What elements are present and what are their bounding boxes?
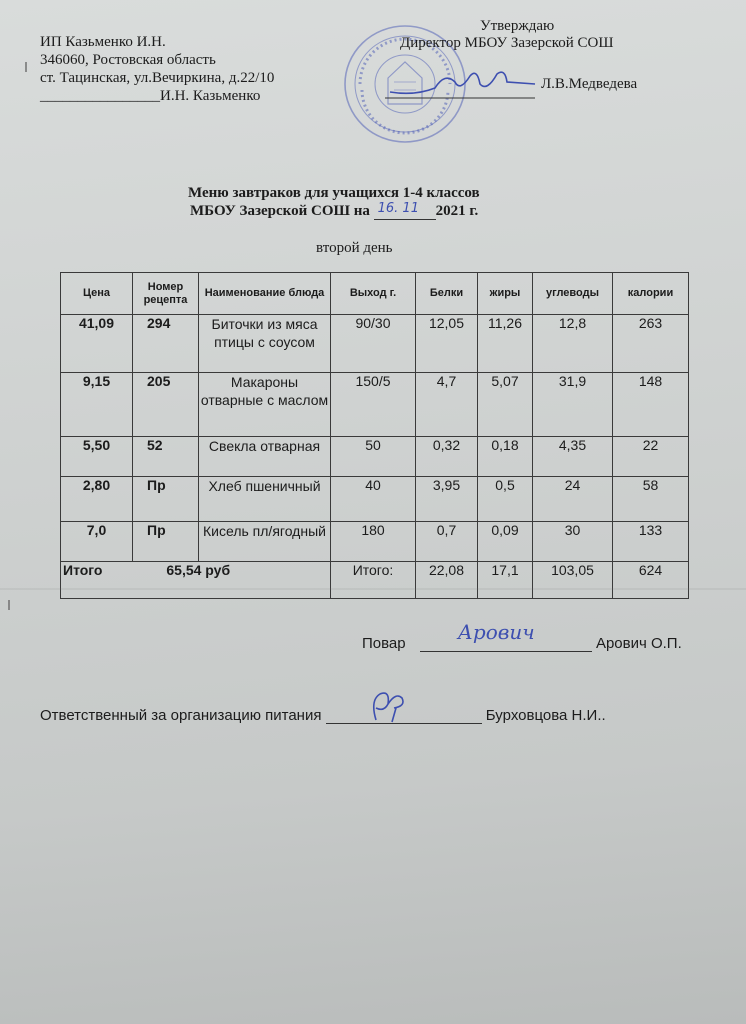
cell-dish: Кисель пл/ягодный bbox=[199, 522, 331, 562]
cell-yield: 150/5 bbox=[331, 373, 416, 437]
cell-recipe: 205 bbox=[133, 373, 199, 437]
cell-recipe: 294 bbox=[133, 315, 199, 373]
total-label: Итого bbox=[63, 562, 103, 578]
supplier-name: ИП Казьменко И.Н. bbox=[40, 34, 166, 50]
header-price: Цена bbox=[61, 273, 133, 315]
header-fats: жиры bbox=[478, 273, 533, 315]
cook-handwritten-signature: Арович bbox=[457, 620, 535, 644]
responsible-name: Бурховцова Н.И.. bbox=[485, 707, 606, 724]
approval-label: Утверждаю bbox=[480, 18, 555, 34]
cell-fats: 0,18 bbox=[478, 437, 533, 477]
cell-calories: 22 bbox=[613, 437, 689, 477]
table-row bbox=[61, 477, 689, 522]
supplier-signature-line: ________________И.Н. Казьменко bbox=[40, 88, 261, 104]
cell-proteins: 4,7 bbox=[416, 373, 478, 437]
total-summary-cell bbox=[61, 562, 331, 599]
cook-label: Повар bbox=[362, 635, 406, 652]
cell-proteins: 0,7 bbox=[416, 522, 478, 562]
cell-calories: 133 bbox=[613, 522, 689, 562]
cell-dish: Свекла отварная bbox=[199, 437, 331, 477]
total-carbs: 103,05 bbox=[533, 562, 613, 599]
cell-yield: 40 bbox=[331, 477, 416, 522]
cook-name: Арович О.П. bbox=[595, 635, 682, 652]
cell-calories: 58 bbox=[613, 477, 689, 522]
cook-signature-block bbox=[362, 620, 682, 652]
total-row bbox=[61, 562, 689, 599]
supplier-address-street: ст. Тацинская, ул.Вечиркина, д.22/10 bbox=[40, 70, 275, 86]
header-dish-name: Наименование блюда bbox=[199, 273, 331, 315]
responsible-signature-block bbox=[40, 706, 606, 724]
date-field bbox=[374, 201, 436, 220]
cell-recipe: 52 bbox=[133, 437, 199, 477]
cell-price: 2,80 bbox=[61, 477, 133, 522]
total-sum: 65,54 руб bbox=[166, 562, 231, 578]
paper-mark bbox=[25, 62, 27, 72]
supplier-address-region: 346060, Ростовская область bbox=[40, 52, 216, 68]
cell-price: 7,0 bbox=[61, 522, 133, 562]
menu-year: 2021 г. bbox=[435, 203, 479, 219]
cell-yield: 50 bbox=[331, 437, 416, 477]
cell-calories: 148 bbox=[613, 373, 689, 437]
table-row bbox=[61, 373, 689, 437]
director-name: Л.В.Медведева bbox=[541, 76, 638, 92]
header-recipe-number: Номер рецепта bbox=[133, 273, 199, 315]
cell-carbs: 4,35 bbox=[533, 437, 613, 477]
table-row bbox=[61, 522, 689, 562]
cell-fats: 11,26 bbox=[478, 315, 533, 373]
cell-price: 9,15 bbox=[61, 373, 133, 437]
responsible-label: Ответственный за организацию питания bbox=[40, 707, 322, 724]
cell-carbs: 24 bbox=[533, 477, 613, 522]
cell-recipe: Пр bbox=[133, 522, 199, 562]
paper-fold bbox=[0, 588, 746, 590]
cell-proteins: 12,05 bbox=[416, 315, 478, 373]
cell-fats: 5,07 bbox=[478, 373, 533, 437]
responsible-signature bbox=[366, 690, 416, 724]
cell-calories: 263 bbox=[613, 315, 689, 373]
total-proteins: 22,08 bbox=[416, 562, 478, 599]
cell-fats: 0,09 bbox=[478, 522, 533, 562]
director-title: Директор МБОУ Зазерской СОШ bbox=[400, 35, 614, 51]
total-fats: 17,1 bbox=[478, 562, 533, 599]
cell-yield: 180 bbox=[331, 522, 416, 562]
cell-carbs: 30 bbox=[533, 522, 613, 562]
cell-dish: Хлеб пшеничный bbox=[199, 477, 331, 522]
cell-carbs: 12,8 bbox=[533, 315, 613, 373]
day-label: второй день bbox=[316, 240, 393, 256]
cell-price: 5,50 bbox=[61, 437, 133, 477]
cook-signature-line bbox=[420, 620, 592, 652]
responsible-signature-line bbox=[326, 706, 482, 724]
cell-price: 41,09 bbox=[61, 315, 133, 373]
table-row bbox=[61, 315, 689, 373]
total-label-2: Итого: bbox=[331, 562, 416, 599]
table-row bbox=[61, 437, 689, 477]
cell-yield: 90/30 bbox=[331, 315, 416, 373]
menu-title: Меню завтраков для учащихся 1-4 классов bbox=[188, 185, 480, 201]
director-signature bbox=[385, 62, 545, 102]
menu-subtitle bbox=[190, 203, 478, 220]
header-carbs: углеводы bbox=[533, 273, 613, 315]
table-header-row bbox=[61, 273, 689, 315]
menu-school-name: МБОУ Зазерской СОШ на bbox=[190, 203, 370, 219]
header-proteins: Белки bbox=[416, 273, 478, 315]
cell-fats: 0,5 bbox=[478, 477, 533, 522]
cell-proteins: 3,95 bbox=[416, 477, 478, 522]
cell-recipe: Пр bbox=[133, 477, 199, 522]
total-calories: 624 bbox=[613, 562, 689, 599]
menu-table bbox=[60, 272, 689, 599]
header-calories: калории bbox=[613, 273, 689, 315]
cell-dish: Биточки из мяса птицы с соусом bbox=[199, 315, 331, 373]
date-handwritten: 16. 11 bbox=[377, 201, 419, 216]
paper-mark bbox=[8, 600, 10, 610]
cell-carbs: 31,9 bbox=[533, 373, 613, 437]
header-yield: Выход г. bbox=[331, 273, 416, 315]
cell-proteins: 0,32 bbox=[416, 437, 478, 477]
cell-dish: Макароны отварные с маслом bbox=[199, 373, 331, 437]
